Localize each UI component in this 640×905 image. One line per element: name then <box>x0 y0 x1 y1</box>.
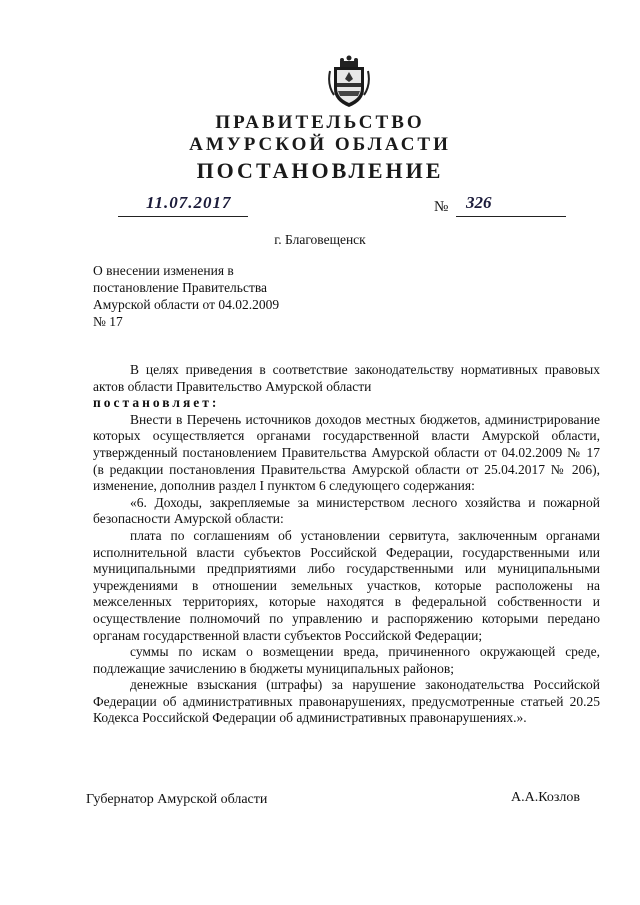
body-paragraph: Внести в Перечень источников доходов местных бюджетов, администрирование которых осуществляется органами государственной власти Амурской области, утвержденный постановлением Правительства Амурской области от 04.02.2009 № 17 (в редакции постановления Правительства Амурской области от 25.04.2017 № 206), изменение, дополнив раздел I пунктом 6 следующего содержания: <box>93 411 600 494</box>
document-body <box>93 362 600 727</box>
government-title-line1: ПРАВИТЕЛЬСТВО <box>215 112 425 133</box>
signer-title: Губернатор Амурской области <box>86 792 268 807</box>
subject-line: О внесении изменения в <box>93 263 234 278</box>
subject-line: № 17 <box>93 314 123 329</box>
subject-line: постановление Правительства <box>93 280 268 295</box>
subject-block <box>93 262 323 330</box>
document-date: 11.07.2017 <box>146 193 232 212</box>
coat-of-arms-emblem <box>326 55 372 109</box>
signer-name: А.А.Козлов <box>511 790 580 805</box>
resolve-word: постановляет: <box>93 395 220 411</box>
body-paragraph: плата по соглашениям об установлении сервитута, заключенным органами исполнительной власти субъектов Российской Федерации, государственными или муниципальными предприятиями либо государственными или муниципальными учреждениями в отношении земельных участков, которые расположены на межселенных территориях, которые находятся в федеральной собственности и осуществление полномочий по управлению и распоряжению которыми передано органам государственной власти субъектов Российской Федерации; <box>93 527 600 643</box>
government-title-line2: АМУРСКОЙ ОБЛАСТИ <box>189 134 451 155</box>
number-label: № <box>434 199 449 215</box>
city-line: г. Благовещенск <box>274 232 366 247</box>
document-type-title: ПОСТАНОВЛЕНИЕ <box>196 158 444 183</box>
preamble-paragraph: В целях приведения в соответствие законодательству нормативных правовых актов области Правительство Амурской области <box>93 362 600 394</box>
document-number: 326 <box>466 193 492 212</box>
subject-line: Амурской области от 04.02.2009 <box>93 297 280 312</box>
body-paragraph: «6. Доходы, закрепляемые за министерством лесного хозяйства и пожарной безопасности Амурской области: <box>93 494 600 527</box>
body-paragraph: денежные взыскания (штрафы) за нарушение законодательства Российской Федерации об административных правонарушениях, предусмотренные статьей 20.25 Кодекса Российской Федерации об административных правонарушениях.». <box>93 677 600 726</box>
body-paragraph: суммы по искам о возмещении вреда, причиненного окружающей среде, подлежащие зачислению в бюджеты муниципальных районов; <box>93 644 600 676</box>
